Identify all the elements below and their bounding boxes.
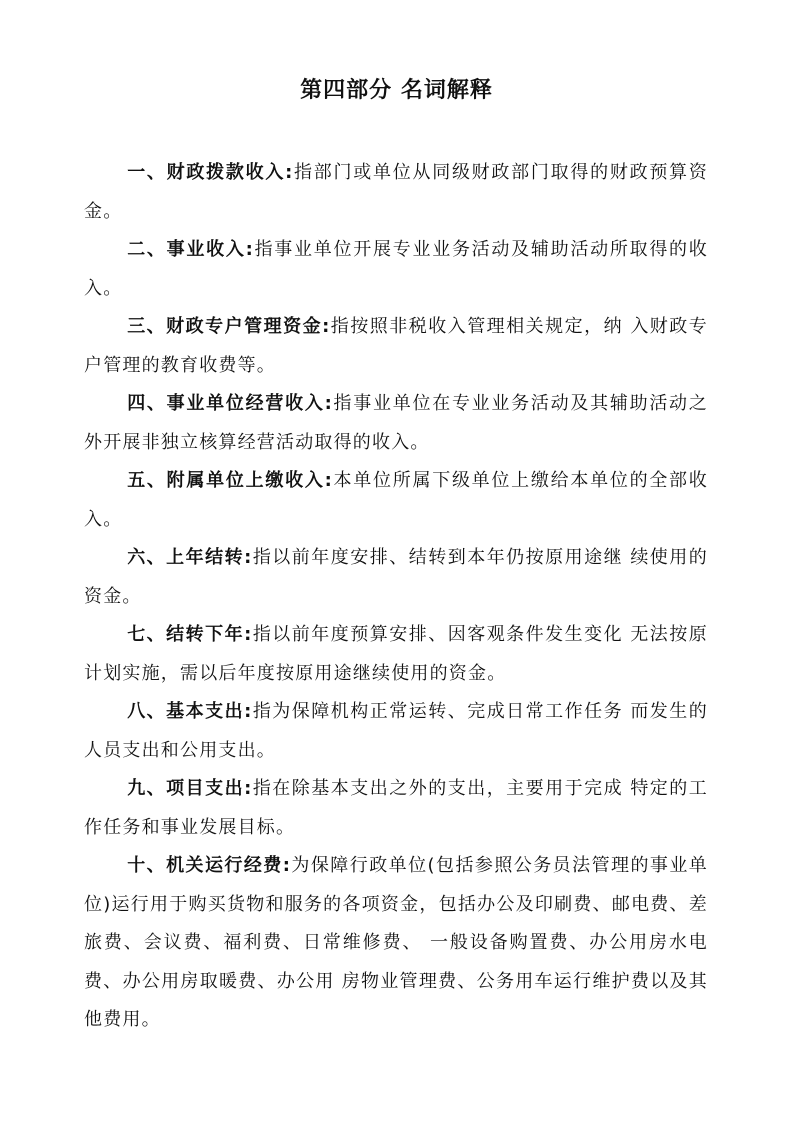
definition-separator: :: [244, 701, 253, 722]
definition-term: 二、事业收入: [127, 239, 246, 260]
definition-separator: :: [322, 316, 331, 337]
definition-paragraph: [84, 231, 708, 308]
definition-body: 指事业单位在专业业务活动及其辅助活动之外开展非独立核算经营活动取得的收入。: [84, 393, 708, 453]
definition-separator: :: [245, 239, 255, 260]
definition-body: 为保障行政单位(包括参照公务员法管理的事业单位)运行用于购买货物和服务的各项资金，包括办公及印刷费、邮电费、差旅费、会议费、福利费、日常维修费、 一般设备购置费、办公用房水电费、办公用房取暖费、办公用 房物业管理费、公务用车运行维护费以及其他费用。: [84, 855, 709, 1030]
definition-body: 指部门或单位从同级财政部门取得的财政预算资金。: [84, 162, 708, 222]
definition-term: 七、结转下年: [127, 624, 245, 645]
definition-paragraph: [84, 770, 708, 847]
definition-term: 四、事业单位经营收入: [127, 393, 325, 414]
definition-term: 五、附属单位上缴收入: [127, 470, 325, 491]
definition-term: 九、项目支出: [127, 778, 245, 799]
definition-separator: :: [244, 624, 253, 645]
definition-separator: :: [324, 393, 333, 414]
definition-separator: :: [324, 470, 333, 491]
definition-paragraph: [84, 539, 708, 616]
definition-separator: :: [244, 547, 253, 568]
definition-body: 本单位所属下级单位上缴给本单位的全部收入。: [84, 470, 708, 530]
definition-body: 指事业单位开展专业业务活动及辅助活动所取得的收入。: [84, 239, 708, 299]
definition-paragraph: [84, 154, 708, 231]
definition-body: 指按照非税收入管理相关规定，纳 入财政专户管理的教育收费等。: [84, 316, 708, 376]
definition-body: 指以前年度安排、结转到本年仍按原用途继 续使用的资金。: [84, 547, 708, 607]
definition-paragraph: [84, 847, 708, 1040]
definition-term: 三、财政专户管理资金: [127, 316, 323, 337]
definition-term: 八、基本支出: [127, 701, 245, 722]
definition-paragraph: [84, 462, 708, 539]
definition-paragraph: [84, 616, 708, 693]
definition-paragraph: [84, 308, 708, 385]
page-title: 第四部分 名词解释: [300, 78, 493, 103]
definitions-list: [84, 154, 708, 1040]
definition-term: 一、财政拨款收入: [127, 162, 286, 183]
definition-term: 六、上年结转: [127, 547, 245, 568]
definition-paragraph: [84, 693, 708, 770]
definition-separator: :: [244, 778, 253, 799]
definition-paragraph: [84, 385, 708, 462]
definition-body: 指以前年度预算安排、因客观条件发生变化 无法按原计划实施，需以后年度按原用途继续使用的资金。: [84, 624, 708, 684]
definition-term: 十、机关运行经费: [127, 855, 283, 876]
definition-body: 指在除基本支出之外的支出，主要用于完成 特定的工作任务和事业发展目标。: [84, 778, 708, 838]
definition-separator: :: [282, 855, 292, 876]
definition-body: 指为保障机构正常运转、完成日常工作任务 而发生的人员支出和公用支出。: [84, 701, 708, 761]
definition-separator: :: [285, 162, 294, 183]
